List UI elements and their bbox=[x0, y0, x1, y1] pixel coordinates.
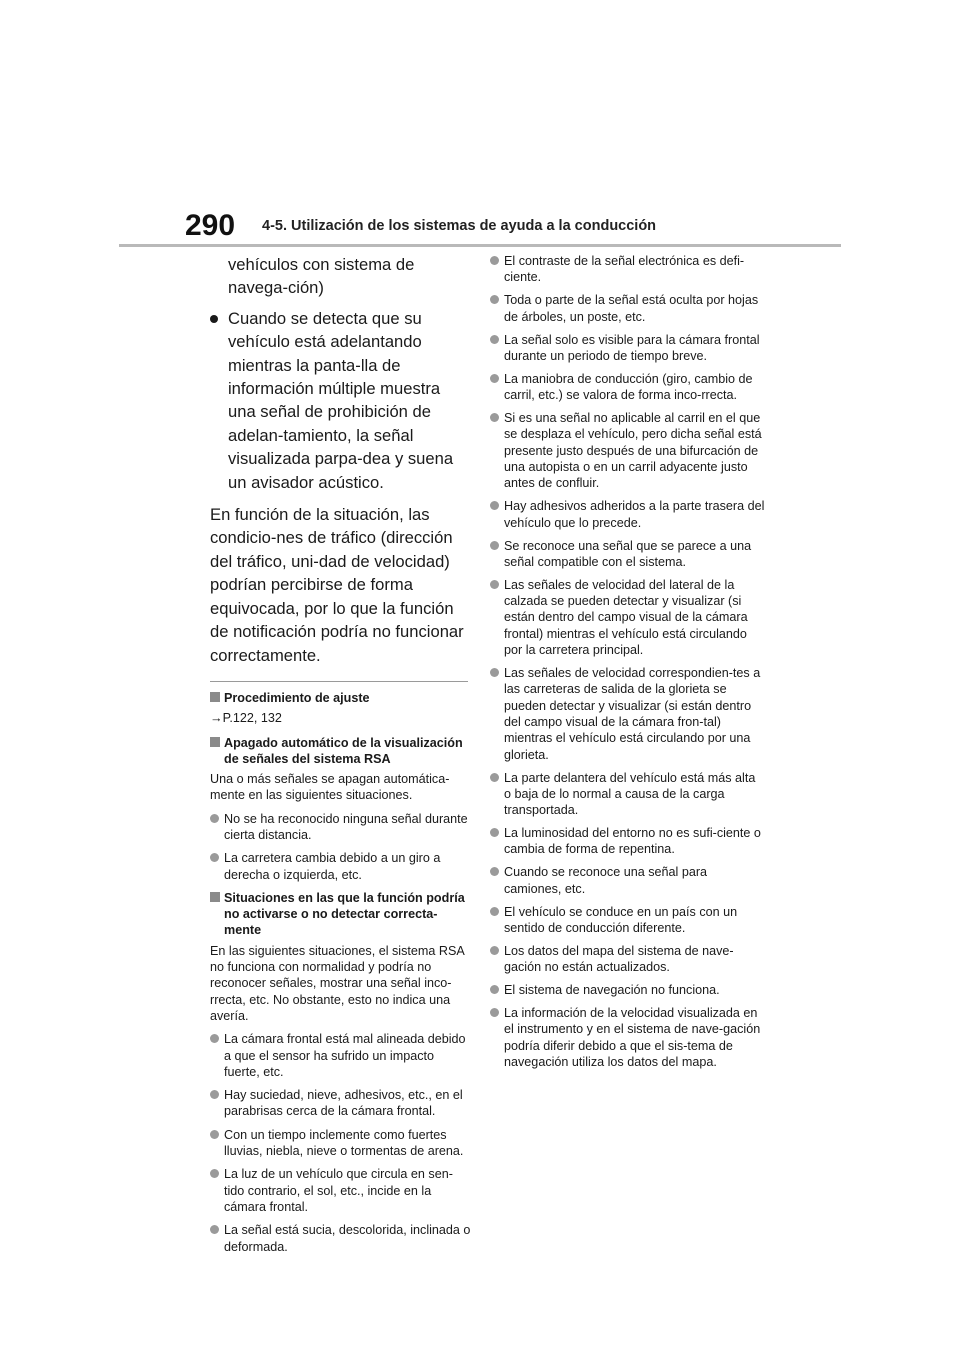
list-item-text: No se ha reconocido ninguna señal durante cierta distancia. bbox=[224, 811, 468, 842]
list-item bbox=[490, 943, 765, 976]
list-item-text: La luminosidad del entorno no es sufi-ciente o cambia de forma de repentina. bbox=[504, 826, 761, 857]
list-item bbox=[210, 1031, 472, 1080]
list-item bbox=[490, 825, 765, 858]
list-item bbox=[210, 1166, 472, 1215]
list-item-text: Toda o parte de la señal está oculta por hojas de árboles, un poste, etc. bbox=[504, 293, 759, 324]
bullet-icon bbox=[490, 946, 499, 955]
list-item-text: La carretera cambia debido a un giro a derecha o izquierda, etc. bbox=[224, 851, 441, 882]
square-bullet-icon bbox=[210, 737, 220, 747]
list-item bbox=[210, 811, 472, 844]
bullet-icon bbox=[210, 1130, 219, 1139]
bullet-icon bbox=[490, 374, 499, 383]
list-item-text: Con un tiempo inclemente como fuertes lluvias, niebla, nieve o tormentas de arena. bbox=[224, 1127, 464, 1159]
square-bullet-icon bbox=[210, 892, 220, 902]
auto-off-text: Una o más señales se apagan automática-mente en las siguientes situaciones. bbox=[210, 772, 450, 803]
list-item bbox=[490, 1005, 765, 1070]
bullet-icon bbox=[210, 1090, 219, 1099]
square-bullet-icon bbox=[210, 692, 220, 702]
list-item-text: La parte delantera del vehículo está más alta o baja de lo normal a causa de la carga transportada. bbox=[504, 770, 756, 818]
procedure-ref: →P.122, 132 bbox=[210, 711, 282, 726]
bullet-icon bbox=[210, 1034, 219, 1043]
situations-heading-text: Situaciones en las que la función podría no activarse o no detectar correcta-mente bbox=[224, 890, 465, 938]
list-item bbox=[490, 904, 765, 937]
list-item-text: La señal solo es visible para la cámara frontal durante un periodo de tiempo breve. bbox=[504, 332, 760, 363]
auto-off-heading-text: Apagado automático de la visualización de señales del sistema RSA bbox=[224, 735, 463, 766]
bullet-icon bbox=[490, 256, 499, 265]
bullet-icon bbox=[210, 853, 219, 862]
bullet-icon bbox=[490, 828, 499, 837]
list-item-text: El sistema de navegación no funciona. bbox=[504, 983, 720, 998]
situations-text: En las siguientes situaciones, el sistema RSA no funciona con normalidad y podría no reconocer señales, mostrar una señal inco-rrecta, etc. No obstante, esto no indica una avería. bbox=[210, 943, 465, 1023]
header-rule bbox=[119, 244, 841, 247]
list-item bbox=[490, 292, 765, 325]
page-number: 290 bbox=[185, 209, 236, 242]
list-item bbox=[490, 770, 765, 819]
list-item bbox=[490, 982, 765, 998]
bullet-icon bbox=[490, 773, 499, 782]
overtaking-bullet bbox=[210, 307, 472, 494]
bullet-icon bbox=[490, 985, 499, 994]
list-item-text: El vehículo se conduce en un país con un sentido de conducción diferente. bbox=[504, 904, 738, 935]
bullet-icon bbox=[490, 413, 499, 422]
list-item-text: La maniobra de conducción (giro, cambio de carril, etc.) se valora de forma inco-rrecta. bbox=[504, 371, 753, 403]
list-item bbox=[490, 538, 765, 571]
bullet-icon bbox=[490, 335, 499, 344]
list-item bbox=[490, 332, 765, 365]
overtaking-bullet-text: Cuando se detecta que su vehículo está adelantando mientras la panta-lla de información múltiple muestra una señal de prohibición de adelan-tamiento, la señal visualizada parpa-dea y suena un avisador acústico. bbox=[228, 308, 454, 492]
bullet-icon bbox=[210, 1225, 219, 1234]
intro-continuation: vehículos con sistema de navega-ción) bbox=[228, 255, 415, 298]
list-item bbox=[490, 371, 765, 404]
bullet-icon bbox=[490, 501, 499, 510]
list-item-text: Se reconoce una señal que se parece a una señal compatible con el sistema. bbox=[504, 538, 752, 569]
list-item-text: Hay adhesivos adheridos a la parte trasera del vehículo que lo precede. bbox=[504, 499, 765, 530]
list-item-text: La señal está sucia, descolorida, inclinada o deformada. bbox=[224, 1223, 471, 1254]
list-item-text: Las señales de velocidad del lateral de la calzada se pueden detectar y visualizar (si están dentro del campo visual de la cámara frontal) mientras el vehículo está circulando por la carretera principal. bbox=[504, 577, 748, 658]
list-item bbox=[210, 1087, 472, 1120]
section-divider bbox=[210, 681, 468, 682]
list-item-text: El contraste de la señal electrónica es defi-ciente. bbox=[504, 254, 745, 285]
bullet-icon bbox=[490, 867, 499, 876]
list-item-text: Cuando se reconoce una señal para camiones, etc. bbox=[504, 865, 708, 896]
list-item-text: Hay suciedad, nieve, adhesivos, etc., en el parabrisas cerca de la cámara frontal. bbox=[224, 1088, 463, 1119]
procedure-heading bbox=[210, 690, 472, 706]
list-item-text: Las señales de velocidad correspondien-tes a las carreteras de salida de la glorieta se pueden detectar y visualizar (si están dentro del campo visual de la cámara fron-tal) mientras el vehículo está circulando por una glorieta. bbox=[504, 666, 761, 762]
bullet-icon bbox=[490, 295, 499, 304]
list-item-text: La información de la velocidad visualizada en el instrumento y en el sistema de nave-gación podría diferir debido a que el sis-tema de navegación utiliza los datos del mapa. bbox=[504, 1006, 761, 1070]
list-item bbox=[210, 850, 472, 883]
list-item-text: Los datos del mapa del sistema de nave-gación no están actualizados. bbox=[504, 943, 734, 975]
left-column bbox=[210, 253, 472, 1262]
list-item bbox=[490, 577, 765, 658]
right-column bbox=[490, 253, 765, 1077]
list-item bbox=[490, 665, 765, 763]
list-item bbox=[490, 253, 765, 286]
procedure-heading-text: Procedimiento de ajuste bbox=[224, 690, 370, 705]
bullet-icon bbox=[490, 580, 499, 589]
list-item bbox=[490, 864, 765, 897]
list-item bbox=[490, 410, 765, 491]
list-item bbox=[210, 1127, 472, 1160]
list-item bbox=[210, 1222, 472, 1255]
list-item-text: La luz de un vehículo que circula en sen-tido contrario, el sol, etc., incide en la cámara frontal. bbox=[224, 1167, 453, 1214]
list-item bbox=[490, 498, 765, 531]
section-title: 4-5. Utilización de los sistemas de ayuda a la conducción bbox=[262, 218, 657, 234]
bullet-icon bbox=[210, 1169, 219, 1178]
bullet-icon bbox=[490, 668, 499, 677]
bullet-icon bbox=[210, 814, 219, 823]
bullet-icon bbox=[490, 541, 499, 550]
list-item-text: La cámara frontal está mal alineada debido a que el sensor ha sufrido un impacto fuerte, etc. bbox=[224, 1032, 466, 1079]
bullet-icon bbox=[490, 1008, 499, 1017]
list-item-text: Si es una señal no aplicable al carril en el que se desplaza el vehículo, pero dicha señal está presente justo después de una bifurcación de una autopista o en un carril adyacente justo antes de confluir. bbox=[504, 411, 762, 491]
situations-heading bbox=[210, 890, 472, 939]
auto-off-heading bbox=[210, 735, 472, 768]
bullet-dot-icon bbox=[210, 315, 218, 323]
body-paragraph: En función de la situación, las condicio-nes de tráfico (dirección del tráfico, uni-dad de velocidad) podrían percibirse de forma equivocada, por lo que la función de notificación podría no funcionar correctamente. bbox=[210, 505, 464, 665]
bullet-icon bbox=[490, 907, 499, 916]
